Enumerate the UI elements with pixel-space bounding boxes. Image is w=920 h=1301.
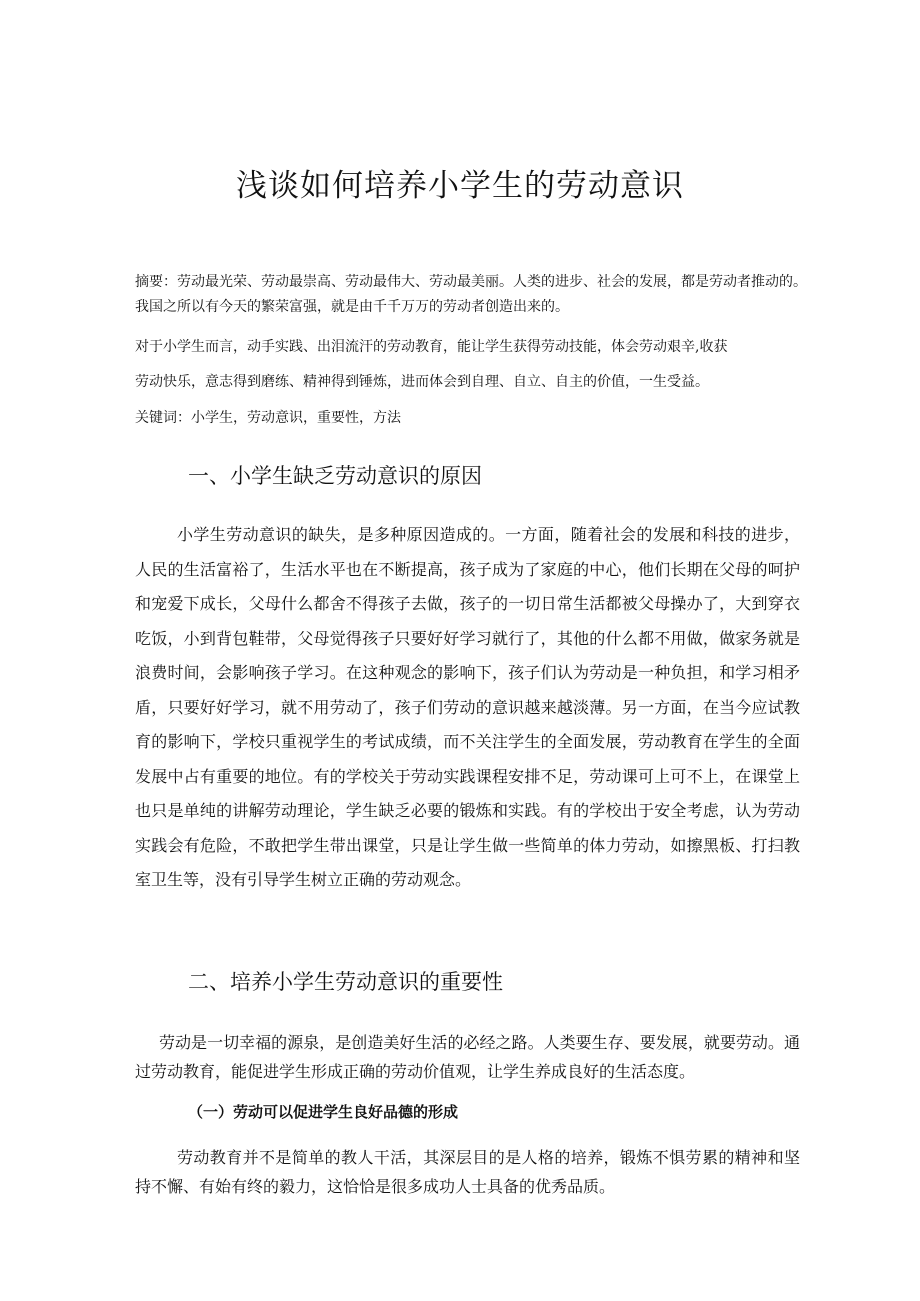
abstract-paragraph: 摘要：劳动最光荣、劳动最崇高、劳动最伟大、劳动最美丽。人类的进步、社会的发展，都是劳动者推动的。我国之所以有今天的繁荣富强，就是由千千万万的劳动者创造出来的。 [135, 274, 807, 315]
subsection-1-paragraph: 劳动教育并不是简单的教人干活，其深层目的是人格的培养，锻炼不惧劳累的精神和坚持不懈、有始有终的毅力，这恰恰是很多成功人士具备的优秀品质。 [135, 1148, 800, 1196]
section-1-heading: 一、小学生缺乏劳动意识的原因 [188, 464, 482, 488]
section-1-paragraph: 小学生劳动意识的缺失，是多种原因造成的。一方面，随着社会的发展和科技的进步，人民的生活富裕了，生活水平也在不断提高，孩子成为了家庭的中心，他们长期在父母的呵护和宠爱下成长，父母什么都舍不得孩子去做，孩子的一切日常生活都被父母操办了，大到穿衣吃饭，小到背包鞋带，父母觉得孩子只要好好学习就行了，其他的什么都不用做，做家务就是浪费时间，会影响孩子学习。在这种观念的影响下，孩子们认为劳动是一种负担，和学习相矛盾，只要好好学习，就不用劳动了，孩子们劳动的意识越来越淡薄。另一方面，在当今应试教育的影响下，学校只重视学生的考试成绩，而不关注学生的全面发展，劳动教育在学生的全面发展中占有重要的地位。有的学校关于劳动实践课程安排不足，劳动课可上可不上，在课堂上也只是单纯的讲解劳动理论，学生缺乏必要的锻炼和实践。有的学校出于安全考虑，认为劳动实践会有危险，不敢把学生带出课堂，只是让学生做一些简单的体力劳动，如擦黑板、打扫教室卫生等，没有引导学生树立正确的劳动观念。 [135, 525, 800, 889]
subsection-1-heading: （一）劳动可以促进学生良好品德的形成 [188, 1103, 459, 1121]
section-2-heading: 二、培养小学生劳动意识的重要性 [188, 970, 503, 994]
keywords-line: 关键词：小学生，劳动意识，重要性，方法 [135, 410, 401, 426]
abstract-continuation-line-1: 对于小学生而言，动手实践、出泪流汗的劳动教育，能让学生获得劳动技能，体会劳动艰辛,收获 [135, 339, 728, 355]
abstract-continuation-line-2: 劳动快乐，意志得到磨练、精神得到锤炼，进而体会到自理、自立、自主的价值，一生受益。 [135, 374, 709, 390]
document-title: 浅谈如何培养小学生的劳动意识 [236, 168, 684, 204]
section-2-paragraph: 劳动是一切幸福的源泉，是创造美好生活的必经之路。人类要生存、要发展，就要劳动。通过劳动教育，能促进学生形成正确的劳动价值观，让学生养成良好的生活态度。 [135, 1033, 800, 1081]
